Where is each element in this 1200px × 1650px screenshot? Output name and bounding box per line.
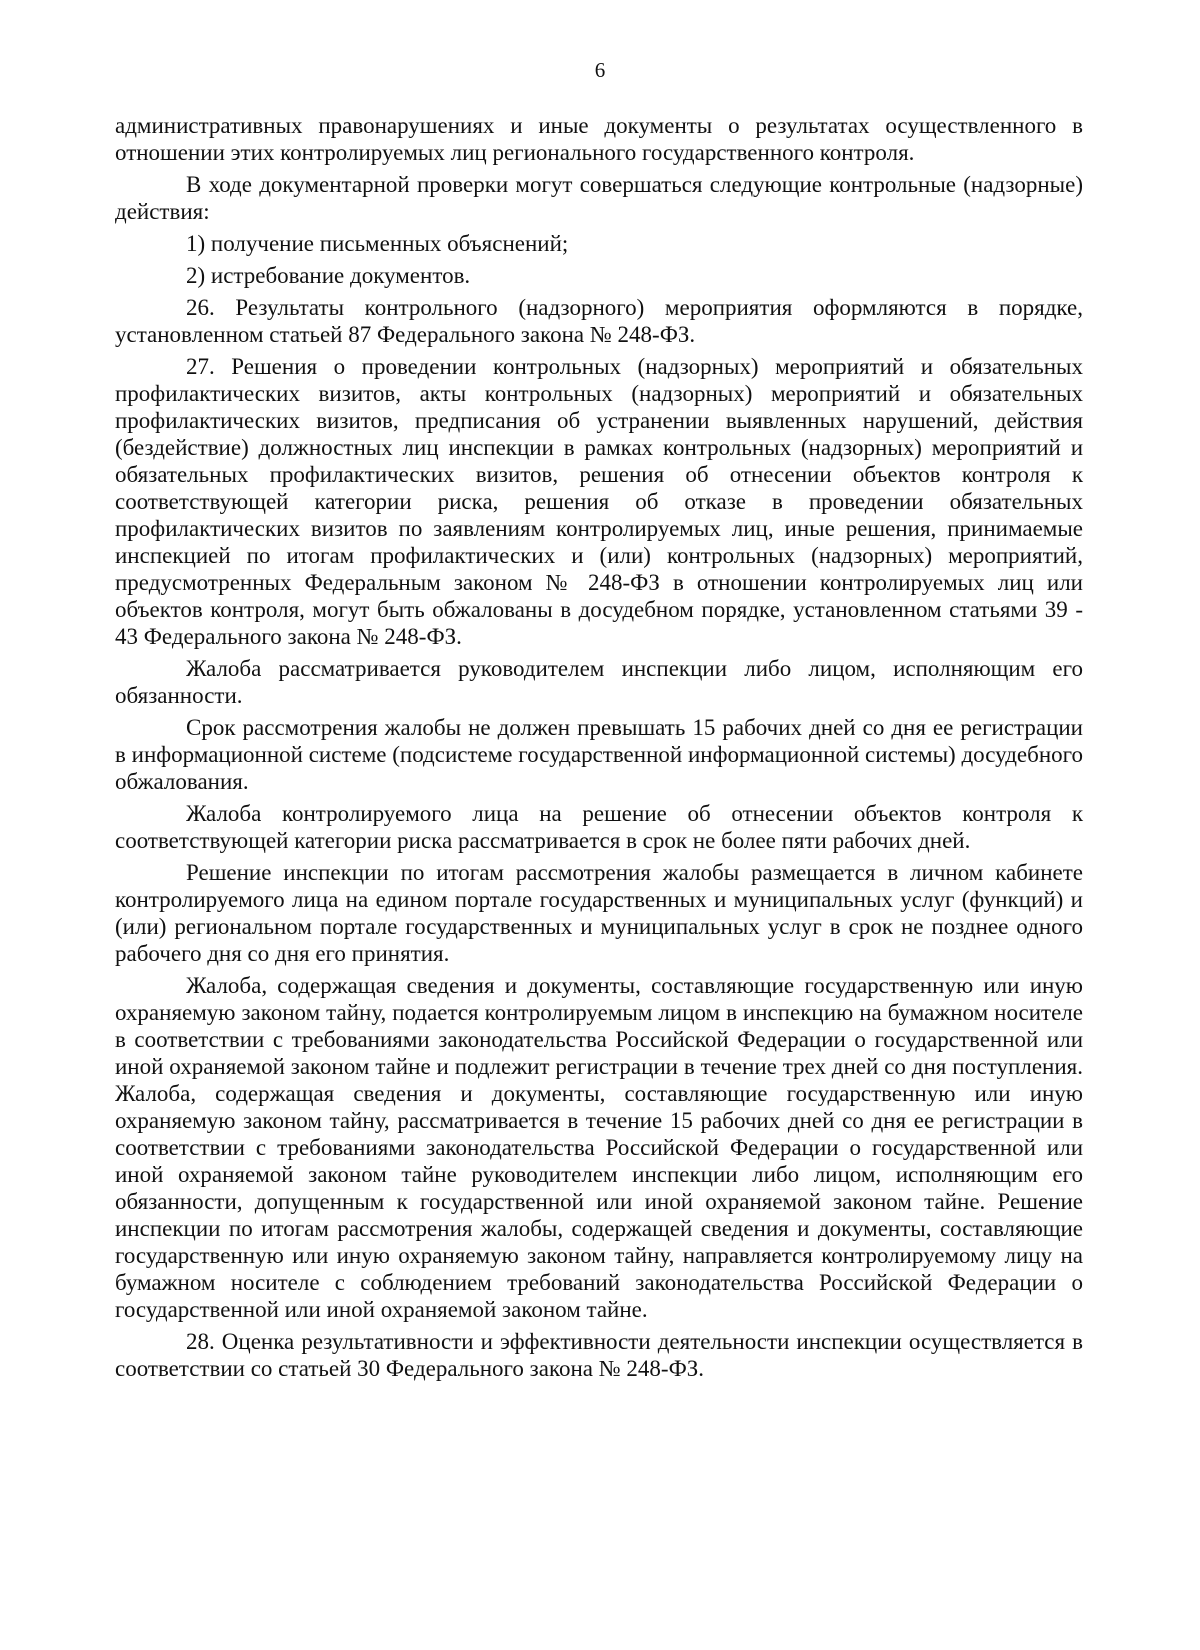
paragraph-decision-publication: Решение инспекции по итогам рассмотрения жалобы размещается в личном кабинете контролируемого лица на едином портале государственных и муниципальных услуг (функций) и (или) региональном портале государственных и муниципальных услуг в срок не позднее одного рабочего дня со дня его принятия. [115,860,1083,966]
list-item-written-explanations: 1) получение письменных объяснений; [186,231,569,256]
paragraph-clause-26: 26. Результаты контрольного (надзорного) мероприятия оформляются в порядке, установленном статьей 87 Федерального закона № 248-ФЗ. [115,295,1083,347]
paragraph-continuation: административных правонарушениях и иные документы о результатах осуществленного в отношении этих контролируемых лиц регионального государственного контроля. [115,113,1083,165]
paragraph-clause-28: 28. Оценка результативности и эффективности деятельности инспекции осуществляется в соответствии со статьей 30 Федерального закона № 248-ФЗ. [115,1329,1083,1381]
document-body [115,112,1083,1382]
paragraph-documentary-check-actions: В ходе документарной проверки могут совершаться следующие контрольные (надзорные) действия: [115,172,1083,224]
paragraph-complaint-review: Жалоба рассматривается руководителем инспекции либо лицом, исполняющим его обязанности. [115,656,1083,708]
list-item-document-request: 2) истребование документов. [186,263,471,288]
paragraph-clause-27: 27. Решения о проведении контрольных (надзорных) мероприятий и обязательных профилактических визитов, акты контрольных (надзорных) мероприятий и обязательных профилактических визитов, предписания об устранении выявленных нарушений, действия (бездействие) должностных лиц инспекции в рамках контрольных (надзорных) мероприятий и обязательных профилактических визитов, решения об отнесении объектов контроля к соответствующей категории риска, решения об отказе в проведении обязательных профилактических визитов по заявлениям контролируемых лиц, иные решения, принимаемые инспекцией по итогам профилактических и (или) контрольных (надзорных) мероприятий, предусмотренных Федеральным законом № 248-ФЗ в отношении контролируемых лиц или объектов контроля, могут быть обжалованы в досудебном порядке, установленном статьями 39 - 43 Федерального закона № 248-ФЗ. [115,354,1083,649]
paragraph-risk-category-complaint: Жалоба контролируемого лица на решение об отнесении объектов контроля к соответствующей категории риска рассматривается в срок не более пяти рабочих дней. [115,801,1083,853]
paragraph-complaint-deadline: Срок рассмотрения жалобы не должен превышать 15 рабочих дней со дня ее регистрации в информационной системе (подсистеме государственной информационной системы) досудебного обжалования. [115,715,1083,794]
paragraph-classified-complaint: Жалоба, содержащая сведения и документы, составляющие государственную или иную охраняемую законом тайну, подается контролируемым лицом в инспекцию на бумажном носителе в соответствии с требованиями законодательства Российской Федерации о государственной или иной охраняемой законом тайне и подлежит регистрации в течение трех дней со дня поступления. Жалоба, содержащая сведения и документы, составляющие государственную или иную охраняемую законом тайну, рассматривается в течение 15 рабочих дней со дня ее регистрации в соответствии с требованиями законодательства Российской Федерации о государственной или иной охраняемой законом тайне руководителем инспекции либо лицом, исполняющим его обязанности, допущенным к государственной или иной охраняемой законом тайне. Решение инспекции по итогам рассмотрения жалобы, содержащей сведения и документы, составляющие государственную или иную охраняемую законом тайну, направляется контролируемому лицу на бумажном носителе с соблюдением требований законодательства Российской Федерации о государственной или иной охраняемой законом тайне. [115,973,1083,1322]
page-number: 6 [594,58,606,82]
